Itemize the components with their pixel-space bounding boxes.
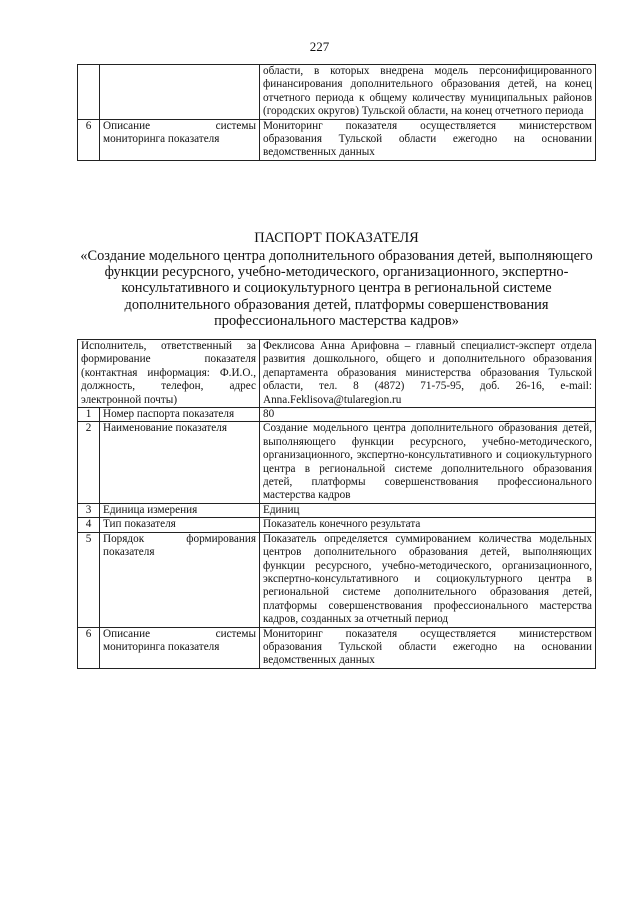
row-value: Мониторинг показателя осуществляется министерством образования Тульской области ежегодно на основании ведомственных данных [260,119,596,160]
row-number: 5 [78,532,100,627]
table-row [78,422,596,503]
row-label: Единица измерения [100,503,260,517]
row-value: Создание модельного центра дополнительного образования детей, выполняющего функции ресурсного, учебно-методического, организационного, экспертно-консультативного и социокультурного центра в региональной системе дополнительного образования детей, платформы совершенствования профессионального мастерства кадров [260,422,596,503]
page-number: 227 [309,39,330,54]
table-row [78,408,596,422]
row-label: Номер паспорта показателя [100,408,260,422]
row-number: 4 [78,518,100,532]
row-label [100,65,260,120]
row-number [78,65,100,120]
row-value: Показатель конечного результата [260,518,596,532]
row-label: Порядок формирования показателя [100,532,260,627]
row-number: 1 [78,408,100,422]
table-row [78,518,596,532]
row-value: Единиц [260,503,596,517]
table-row [78,503,596,517]
row-value: области, в которых внедрена модель персонифицированного финансирования дополнительного образования детей, на конец отчетного периода к общему количеству муниципальных районов (городских округов) Тульской области, на конец отчетного периода [260,65,596,120]
row-label: Описание системы мониторинга показателя [100,627,260,668]
responsible-label: Исполнитель, ответственный за формирование показателя (контактная информация: Ф.И.О., должность, телефон, адрес электронной почты) [78,340,260,408]
row-number: 3 [78,503,100,517]
row-number: 6 [78,627,100,668]
passport-table [77,339,596,669]
table-row [78,65,596,120]
table-row [78,627,596,668]
row-number: 6 [78,119,100,160]
row-label: Наименование показателя [100,422,260,503]
row-label: Тип показателя [100,518,260,532]
responsible-value: Феклисова Анна Арифовна – главный специалист-эксперт отдела развития дошкольного, общего и дополнительного образования департамента образования министерства образования Тульской области, тел. 8 (4872) 71-75-95, доб. 26-16, e-mail: Anna.Feklisova@tularegion.ru [260,340,596,408]
row-value: Мониторинг показателя осуществляется министерством образования Тульской области ежегодно на основании ведомственных данных [260,627,596,668]
row-number: 2 [78,422,100,503]
table-row [78,340,596,408]
indicator-name-heading: «Создание модельного центра дополнительного образования детей, выполняющего функции ресурсного, учебно-методического, организационного, экспертно-консультативного и социокультурного центра в региональной системе дополнительного образования детей, платформы совершенствования профессионального мастерства кадров» [80,248,593,329]
row-value: 80 [260,408,596,422]
continuation-table [77,64,596,161]
table-row [78,532,596,627]
row-label: Описание системы мониторинга показателя [100,119,260,160]
row-value: Показатель определяется суммированием количества модельных центров дополнительного образования детей, выполняющих функции ресурсного, учебно-методического, организационного, экспертно-консультативного и социокультурного центра в региональной системе дополнительного образования детей, платформы совершенствования профессионального мастерства кадров, созданных за отчетный период [260,532,596,627]
passport-title: ПАСПОРТ ПОКАЗАТЕЛЯ [254,230,419,246]
table-row [78,119,596,160]
